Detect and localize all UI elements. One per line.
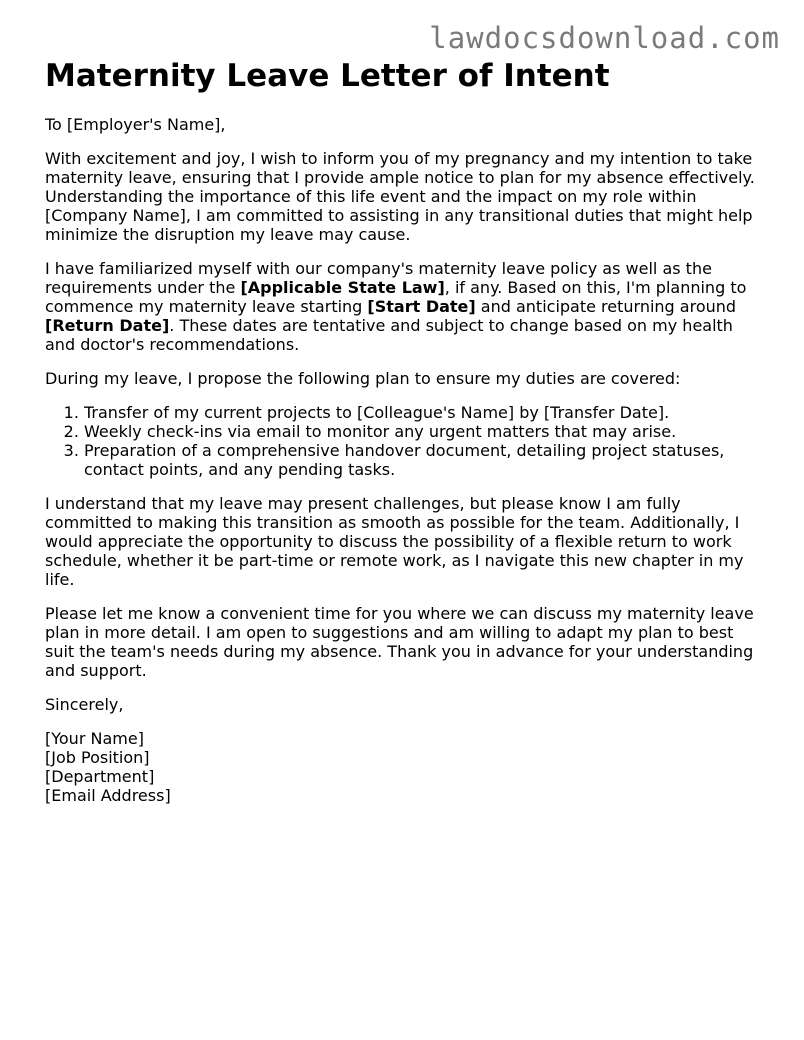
page-title: Maternity Leave Letter of Intent xyxy=(45,58,610,94)
policy-text-4: . These dates are tentative and subject to change based on my health and doctor's recommendations. xyxy=(45,316,733,355)
signature-name: [Your Name] xyxy=(45,729,144,749)
paragraph-commitment: I understand that my leave may present challenges, but please know I am fully committed to making this transition as smooth as possible for the team. Additionally, I would appreciate the opportunity to discuss the possibility of a flexible return to work schedule, whether it be part-time or remote work, as I navigate this new chapter in my life. xyxy=(45,494,744,590)
list-item: 3. Preparation of a comprehensive handover document, detailing project statuses, contact points, and any pending tasks. xyxy=(84,441,765,479)
watermark-text: lawdocsdownload.com xyxy=(429,21,780,55)
paragraph-request: Please let me know a convenient time for you where we can discuss my maternity leave plan in more detail. I am open to suggestions and am willing to adapt my plan to best suit the team's needs during my absence. Thank you in advance for your understanding and support. xyxy=(45,604,754,681)
letter-document xyxy=(45,58,765,805)
policy-text-1: I have familiarized myself with our company's maternity leave policy as well as the requirements under the xyxy=(45,259,712,298)
applicable-state-law-placeholder: [Applicable State Law] xyxy=(240,278,445,298)
list-item: 1. Transfer of my current projects to [Colleague's Name] by [Transfer Date]. xyxy=(84,403,765,422)
paragraph-intro: With excitement and joy, I wish to inform you of my pregnancy and my intention to take maternity leave, ensuring that I provide ample notice to plan for my absence effectively. Understanding the importance of this life event and the impact on my role within [Company Name], I am committed to assisting in any transitional duties that might help minimize the disruption my leave may cause. xyxy=(45,149,755,245)
paragraph-policy xyxy=(45,259,765,354)
signature-position: [Job Position] xyxy=(45,748,150,768)
signature-email: [Email Address] xyxy=(45,786,171,806)
policy-text-2: , if any. Based on this, I'm planning to commence my maternity leave starting xyxy=(45,278,747,317)
paragraph-plan-intro: During my leave, I propose the following plan to ensure my duties are covered: xyxy=(45,369,681,389)
list-item: 2. Weekly check-ins via email to monitor any urgent matters that may arise. xyxy=(84,422,765,441)
duty-plan-list xyxy=(45,403,765,479)
return-date-placeholder: [Return Date] xyxy=(45,316,170,336)
closing: Sincerely, xyxy=(45,695,124,715)
policy-text-3: and anticipate returning around xyxy=(475,297,737,317)
signature-block xyxy=(45,729,765,805)
salutation: To [Employer's Name], xyxy=(45,115,226,135)
signature-department: [Department] xyxy=(45,767,155,787)
start-date-placeholder: [Start Date] xyxy=(367,297,476,317)
